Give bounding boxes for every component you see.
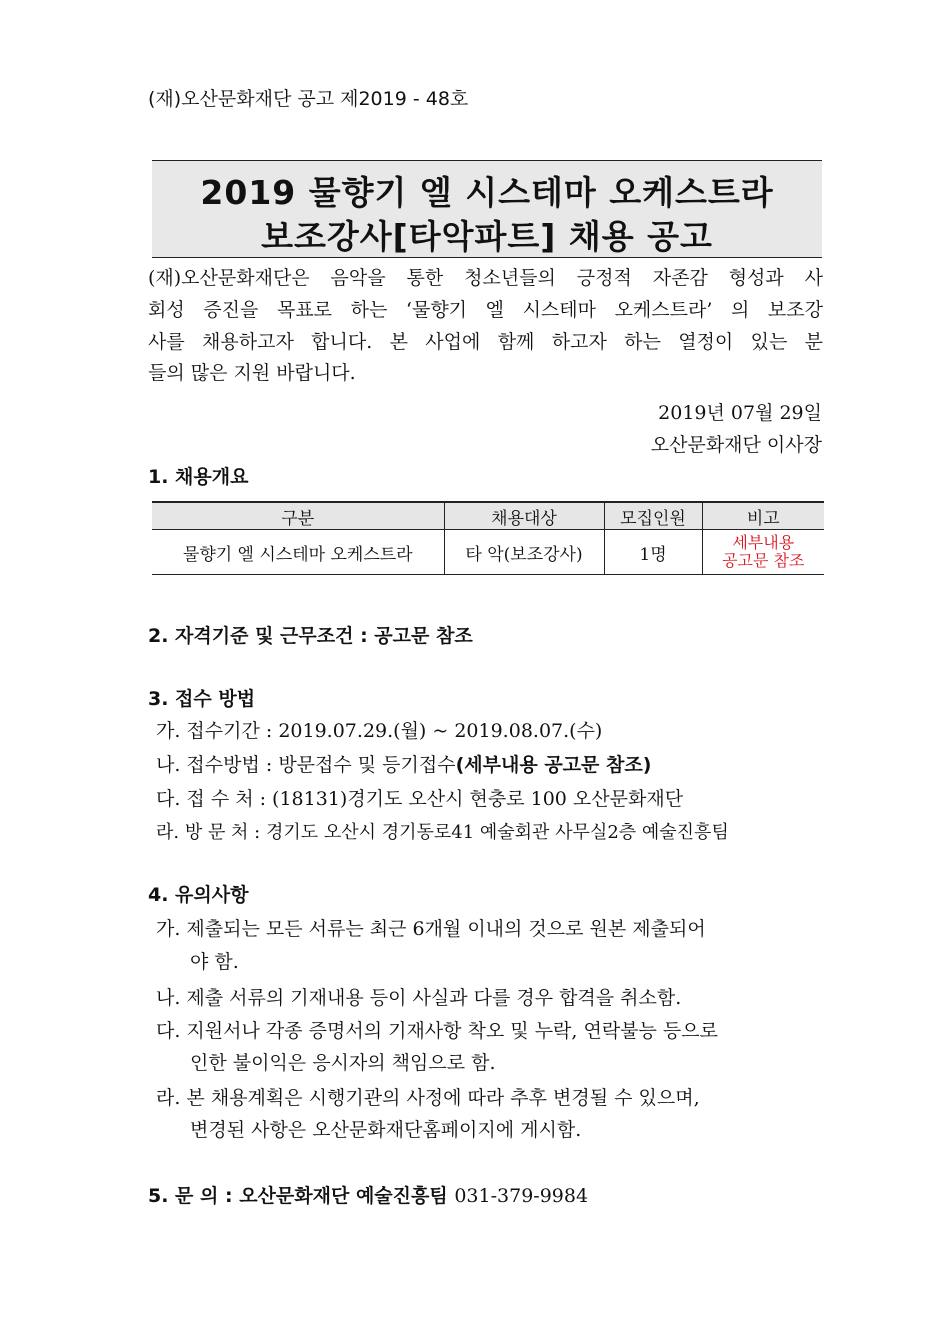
col-header-note: 비고 <box>702 502 824 530</box>
cell-category: 물향기 엘 시스테마 오케스트라 <box>152 530 444 575</box>
section-heading-3: 3. 접수 방법 <box>148 688 256 710</box>
section-heading-2: 2. 자격기준 및 근무조건 : 공고문 참조 <box>148 625 473 647</box>
cell-target: 타 악(보조강사) <box>444 530 604 575</box>
intro-line-1: (재)오산문화재단은 음악을 통한 청소년들의 긍정적 자존감 형성과 사 <box>148 267 823 289</box>
section-heading-1: 1. 채용개요 <box>148 466 249 488</box>
caution-line-3: 나. 제출 서류의 기재내용 등이 사실과 다를 경우 합격을 취소함. <box>156 987 682 1009</box>
notice-number: (재)오산문화재단 공고 제2019 - 48호 <box>148 88 469 110</box>
caution-line-7: 변경된 사항은 오산문화재단홈페이지에 게시함. <box>190 1119 582 1141</box>
application-period: 가. 접수기간 : 2019.07.29.(월) ~ 2019.08.07.(수) <box>156 720 603 742</box>
col-header-target: 채용대상 <box>444 502 604 530</box>
intro-line-3: 사를 채용하고자 합니다. 본 사업에 함께 하고자 하는 열정이 있는 분 <box>148 331 823 353</box>
cell-note <box>702 530 824 575</box>
caution-line-1: 가. 제출되는 모든 서류는 최근 6개월 이내의 것으로 원본 제출되어 <box>156 918 706 940</box>
section-heading-4: 4. 유의사항 <box>148 884 249 906</box>
note-line-1: 세부내용 <box>732 533 795 552</box>
notice-date: 2019년 07월 29일 <box>658 402 822 424</box>
signer: 오산문화재단 이사장 <box>650 434 822 456</box>
intro-line-4: 들의 많은 지원 바랍니다. <box>148 362 356 384</box>
application-method <box>156 750 651 777</box>
intro-paragraph <box>148 262 823 358</box>
col-header-category: 구분 <box>152 502 444 530</box>
table-header-row <box>152 502 824 530</box>
visit-place: 라. 방 문 처 : 경기도 오산시 경기동로41 예술회관 사무실2층 예술진흥팀 <box>156 822 729 843</box>
recruitment-table <box>152 501 824 575</box>
table-row <box>152 530 824 575</box>
title-box <box>152 160 822 258</box>
caution-line-5: 인한 불이익은 응시자의 책임으로 함. <box>190 1052 496 1074</box>
application-place: 다. 접 수 처 : (18131)경기도 오산시 현충로 100 오산문화재단 <box>156 788 684 810</box>
application-method-note: (세부내용 공고문 참조) <box>455 754 652 776</box>
title-line-1: 2019 물향기 엘 시스테마 오케스트라 <box>200 173 774 212</box>
contact-label: 5. 문 의 : 오산문화재단 예술진흥팀 <box>148 1185 448 1207</box>
caution-line-6: 라. 본 채용계획은 시행기관의 사정에 따라 추후 변경될 수 있으며, <box>156 1087 700 1109</box>
cell-count: 1명 <box>604 530 702 575</box>
caution-line-4: 다. 지원서나 각종 증명서의 기재사항 착오 및 누락, 연락불능 등으로 <box>156 1020 718 1042</box>
contact-phone: 031-379-9984 <box>454 1185 589 1207</box>
application-method-text: 나. 접수방법 : 방문접수 및 등기접수 <box>156 754 456 776</box>
col-header-count: 모집인원 <box>604 502 702 530</box>
note-line-2: 공고문 참조 <box>722 551 805 570</box>
intro-line-2: 회성 증진을 목표로 하는 ‘물향기 엘 시스테마 오케스트라’ 의 보조강 <box>148 299 823 321</box>
caution-line-2: 야 함. <box>190 951 239 973</box>
title-line-2: 보조강사[타악파트] 채용 공고 <box>261 217 713 256</box>
section-heading-5 <box>148 1181 588 1208</box>
